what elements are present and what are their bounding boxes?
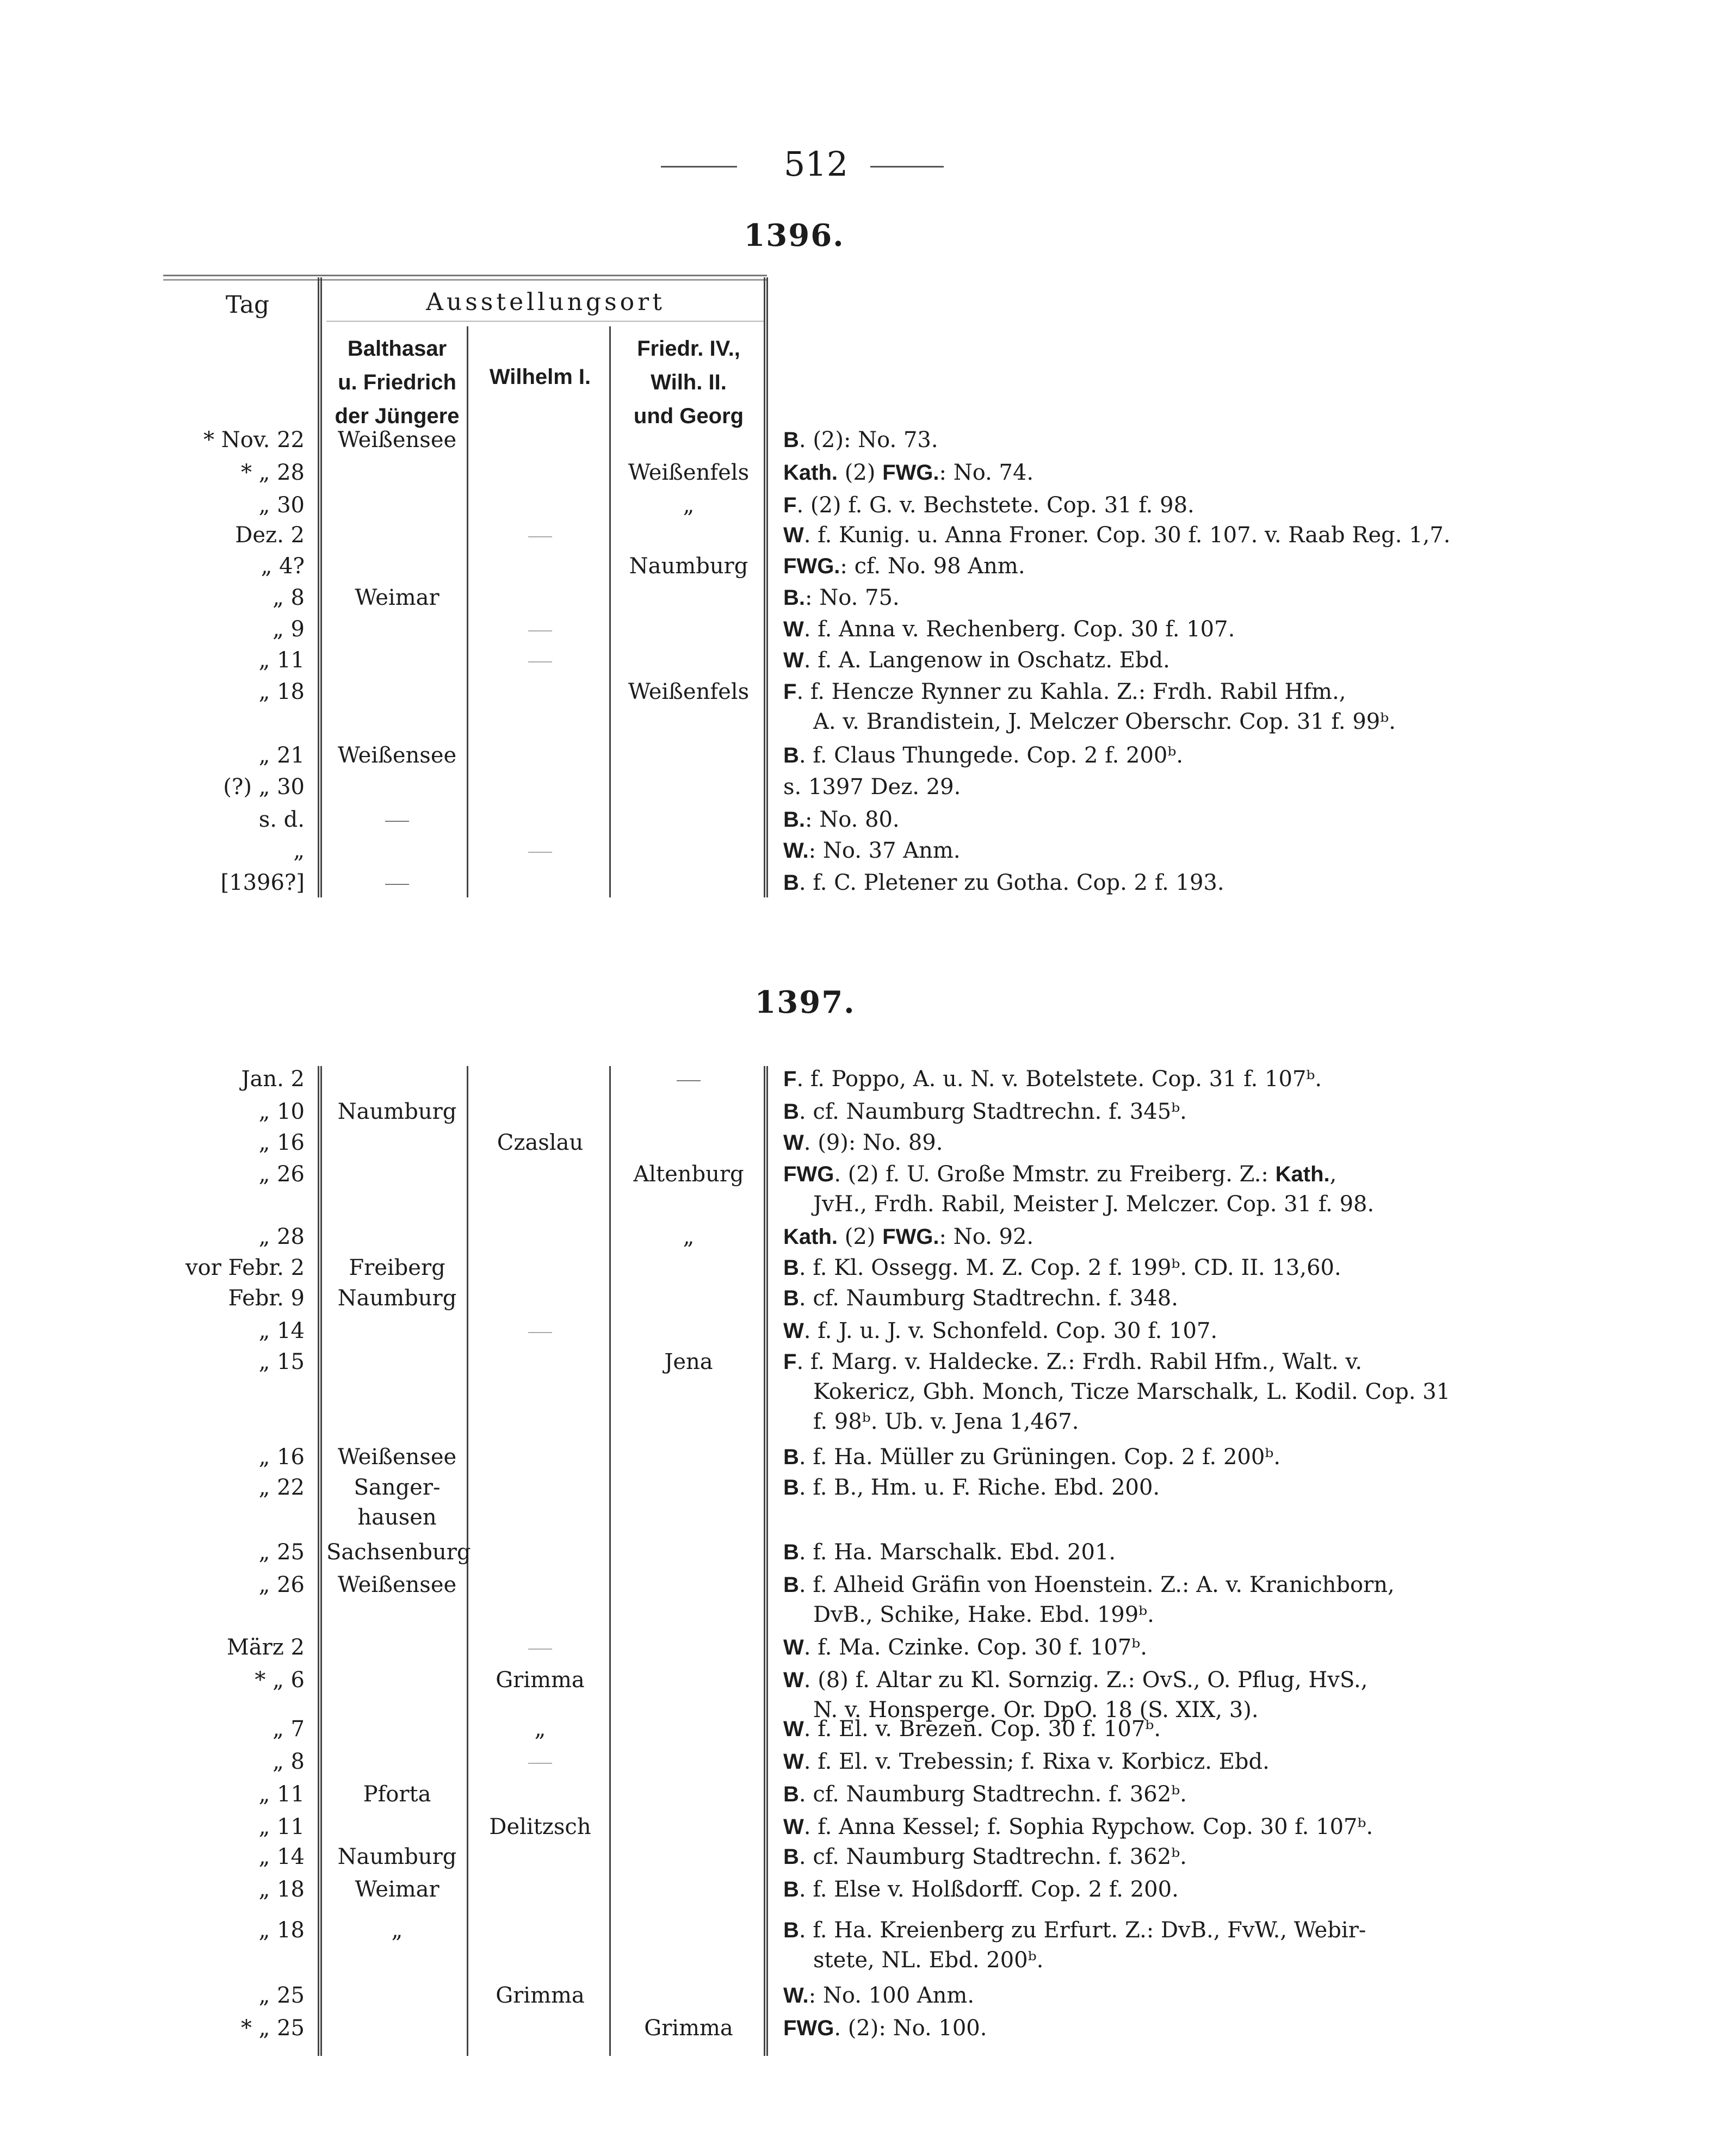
cell-date: „ 8 xyxy=(273,585,305,610)
cell-entry: FWG. (2): No. 100. xyxy=(783,2016,987,2041)
header-col-a-line2: u. Friedrich xyxy=(338,370,456,394)
cell-wilhelm xyxy=(469,519,611,551)
cell-date: „ 11 xyxy=(258,1814,305,1839)
cell-date: „ 16 xyxy=(258,1130,305,1155)
em-dash xyxy=(528,1332,552,1333)
cell-date: vor Febr. 2 xyxy=(185,1255,305,1280)
em-dash xyxy=(528,630,552,631)
cell-balthasar-friedrich: Weißensee xyxy=(337,1445,457,1470)
em-dash xyxy=(528,852,552,853)
cell-entry: W. f. J. u. J. v. Schonfeld. Cop. 30 f. 107. xyxy=(783,1318,1218,1343)
cell-date: „ 18 xyxy=(258,1877,305,1902)
cell-entry: B.: No. 75. xyxy=(783,585,900,610)
rule-v-c xyxy=(764,277,768,897)
cell-date: * Nov. 22 xyxy=(203,428,305,453)
cell-entry: F. f. Hencze Rynner zu Kahla. Z.: Frdh. Rabil Hfm., xyxy=(783,679,1346,704)
cell-date: „ 21 xyxy=(258,743,305,768)
cell-entry: Kath. (2) FWG.: No. 74. xyxy=(783,460,1034,485)
header-col-a-line1: Balthasar xyxy=(347,337,447,361)
issuer-abbrev: B xyxy=(783,1782,799,1806)
issuer-abbrev: W xyxy=(783,1635,804,1659)
cell-balthasar-friedrich: Pforta xyxy=(363,1782,431,1807)
cell-entry: F. f. Marg. v. Haldecke. Z.: Frdh. Rabil Hfm., Walt. v. xyxy=(783,1349,1363,1374)
cell-date: „ 16 xyxy=(258,1445,305,1470)
cell-balthasar-friedrich xyxy=(326,867,468,899)
rule2-v-b xyxy=(609,1066,611,2056)
issuer-abbrev: W xyxy=(783,617,804,641)
em-dash xyxy=(677,1080,701,1081)
cell-date: Jan. 2 xyxy=(241,1067,305,1092)
cell-date: „ 25 xyxy=(258,1540,305,1565)
issuer-abbrev: Kath. xyxy=(783,461,838,485)
cell-entry: W.: No. 100 Anm. xyxy=(783,1983,975,2008)
cell-entry-continuation: f. 98ᵇ. Ub. v. Jena 1,467. xyxy=(813,1409,1079,1434)
rule2-v-c xyxy=(764,1066,768,2056)
cell-balthasar-friedrich: Naumburg xyxy=(337,1099,457,1124)
table-top-rule xyxy=(163,275,767,276)
em-dash xyxy=(528,536,552,537)
cell-entry: B. f. C. Pletener zu Gotha. Cop. 2 f. 193. xyxy=(783,870,1224,895)
cell-wilhelm xyxy=(469,614,611,645)
cell-entry: W. f. Anna Kessel; f. Sophia Rypchow. Cop. 30 f. 107ᵇ. xyxy=(783,1814,1373,1839)
cell-date: „ xyxy=(293,838,305,863)
header-col-c-line3: und Georg xyxy=(633,404,744,428)
header-col-c-line1: Friedr. IV., xyxy=(637,337,740,361)
cell-date: s. d. xyxy=(258,807,305,832)
cell-date: „ 11 xyxy=(258,648,305,673)
issuer-abbrev: B. xyxy=(783,808,805,832)
issuer-abbrev: W xyxy=(783,1815,804,1839)
cell-date: Febr. 9 xyxy=(228,1286,305,1311)
cell-entry-continuation: N. v. Honsperge. Or. DpO. 18 (S. XIX, 3). xyxy=(813,1697,1259,1723)
issuer-abbrev: FWG xyxy=(783,2016,834,2040)
cell-friedrich-wilhelm-georg xyxy=(612,1063,765,1095)
cell-friedrich-wilhelm-georg: Naumburg xyxy=(629,554,748,579)
cell-date: „ 11 xyxy=(258,1782,305,1807)
cell-entry: W. f. A. Langenow in Oschatz. Ebd. xyxy=(783,648,1170,673)
cell-wilhelm: Czaslau xyxy=(497,1130,584,1155)
year-heading-1397: 1397. xyxy=(754,984,856,1020)
cell-wilhelm xyxy=(469,1315,611,1347)
cell-friedrich-wilhelm-georg: Grimma xyxy=(644,2016,733,2041)
cell-entry: B. cf. Naumburg Stadtrechn. f. 345ᵇ. xyxy=(783,1099,1187,1124)
cell-entry-continuation: A. v. Brandistein, J. Melczer Oberschr. Cop. 31 f. 99ᵇ. xyxy=(813,709,1396,734)
issuer-abbrev: B xyxy=(783,428,799,452)
issuer-abbrev: B xyxy=(783,1476,799,1500)
header-tag: Tag xyxy=(225,291,270,319)
cell-entry: W. f. Kunig. u. Anna Froner. Cop. 30 f. 107. v. Raab Reg. 1,7. xyxy=(783,523,1451,548)
header-col-a xyxy=(326,332,468,433)
cell-date: * „ 28 xyxy=(240,460,305,485)
em-dash xyxy=(385,821,409,822)
issuer-abbrev: FWG. xyxy=(783,554,840,578)
issuer-abbrev: F xyxy=(783,493,797,517)
issuer-abbrev: W. xyxy=(783,839,809,863)
cell-balthasar-friedrich: Freiberg xyxy=(349,1255,445,1280)
header-col-a-line3: der Jüngere xyxy=(335,404,460,428)
cell-date: „ 18 xyxy=(258,1918,305,1943)
cell-date: „ 10 xyxy=(258,1099,305,1124)
cell-balthasar-friedrich-cont: hausen xyxy=(357,1505,437,1530)
table-top-rule-2 xyxy=(163,279,767,281)
issuer-abbrev: W xyxy=(783,1750,804,1774)
cell-entry-continuation: stete, NL. Ebd. 200ᵇ. xyxy=(813,1948,1044,1973)
cell-date: „ 18 xyxy=(258,679,305,704)
cell-wilhelm xyxy=(469,835,611,866)
issuer-abbrev: W xyxy=(783,1319,804,1343)
cell-date: Dez. 2 xyxy=(235,523,305,548)
header-col-c xyxy=(612,332,765,433)
cell-entry-continuation: DvB., Schike, Hake. Ebd. 199ᵇ. xyxy=(813,1602,1154,1627)
issuer-abbrev: B xyxy=(783,1256,799,1280)
issuer-abbrev: B xyxy=(783,871,799,895)
issuer-abbrev: B xyxy=(783,1286,799,1310)
cell-date: „ 14 xyxy=(258,1844,305,1869)
issuer-abbrev: W xyxy=(783,1717,804,1741)
cell-date: (?) „ 30 xyxy=(223,775,305,800)
cell-entry: W. (9): No. 89. xyxy=(783,1130,943,1155)
issuer-abbrev: B. xyxy=(783,586,805,610)
issuer-abbrev: FWG. xyxy=(882,1225,939,1249)
issuer-abbrev: W. xyxy=(783,1984,809,2008)
issuer-abbrev: Kath. xyxy=(1275,1162,1330,1186)
cell-date: „ 7 xyxy=(273,1717,305,1742)
cell-balthasar-friedrich: Sanger- xyxy=(354,1475,441,1500)
cell-date: „ 28 xyxy=(258,1224,305,1249)
cell-balthasar-friedrich: Weimar xyxy=(355,1877,440,1902)
issuer-abbrev: FWG. xyxy=(882,461,939,485)
cell-date: „ 9 xyxy=(273,617,305,642)
cell-balthasar-friedrich xyxy=(326,804,468,835)
issuer-abbrev: B xyxy=(783,1573,799,1597)
cell-entry: F. f. Poppo, A. u. N. v. Botelstete. Cop. 31 f. 107ᵇ. xyxy=(783,1067,1322,1092)
cell-entry: B. f. Kl. Ossegg. M. Z. Cop. 2 f. 199ᵇ. CD. II. 13,60. xyxy=(783,1255,1341,1280)
page-number-dash-right xyxy=(870,166,944,168)
cell-date: „ 14 xyxy=(258,1318,305,1343)
issuer-abbrev: W xyxy=(783,1668,804,1692)
issuer-abbrev: B xyxy=(783,1100,799,1124)
issuer-abbrev: B xyxy=(783,1845,799,1869)
cell-entry: W. f. Anna v. Rechenberg. Cop. 30 f. 107. xyxy=(783,617,1235,642)
cell-wilhelm: „ xyxy=(534,1717,546,1742)
cell-date: „ 26 xyxy=(258,1572,305,1597)
cell-entry: B. cf. Naumburg Stadtrechn. f. 362ᵇ. xyxy=(783,1782,1187,1807)
issuer-abbrev: B xyxy=(783,744,799,767)
cell-balthasar-friedrich: Naumburg xyxy=(337,1844,457,1869)
page-number: 512 xyxy=(783,144,849,184)
cell-entry: F. (2) f. G. v. Bechstete. Cop. 31 f. 98. xyxy=(783,493,1194,518)
cell-date: „ 4? xyxy=(261,554,305,579)
issuer-abbrev: F xyxy=(783,1067,797,1091)
em-dash xyxy=(528,661,552,662)
issuer-abbrev: W xyxy=(783,1131,804,1155)
issuer-abbrev: B xyxy=(783,1540,799,1564)
cell-balthasar-friedrich: Weißensee xyxy=(337,428,457,453)
cell-balthasar-friedrich: Weißensee xyxy=(337,743,457,768)
cell-entry: W. f. El. v. Trebessin; f. Rixa v. Korbicz. Ebd. xyxy=(783,1749,1270,1774)
cell-date: „ 25 xyxy=(258,1983,305,2008)
cell-wilhelm: Delitzsch xyxy=(489,1814,591,1839)
header-ausstellungsort: Ausstellungsort xyxy=(426,288,665,316)
cell-entry: B. f. Ha. Marschalk. Ebd. 201. xyxy=(783,1540,1116,1565)
issuer-abbrev: F xyxy=(783,680,797,704)
cell-entry: Kath. (2) FWG.: No. 92. xyxy=(783,1224,1034,1249)
cell-entry: B.: No. 80. xyxy=(783,807,900,832)
issuer-abbrev: FWG xyxy=(783,1162,834,1186)
cell-friedrich-wilhelm-georg: „ xyxy=(683,1224,695,1249)
cell-entry: W. (8) f. Altar zu Kl. Sornzig. Z.: OvS., O. Pflug, HvS., xyxy=(783,1668,1368,1693)
issuer-abbrev: B xyxy=(783,1878,799,1901)
em-dash xyxy=(528,1763,552,1764)
cell-friedrich-wilhelm-georg: Weißenfels xyxy=(628,460,750,485)
page-number-dash-left xyxy=(661,166,737,168)
cell-friedrich-wilhelm-georg: Altenburg xyxy=(633,1162,744,1187)
cell-entry: B. f. Else v. Holßdorff. Cop. 2 f. 200. xyxy=(783,1877,1179,1902)
cell-entry: W. f. El. v. Brezen. Cop. 30 f. 107ᵇ. xyxy=(783,1717,1161,1742)
cell-date: * „ 6 xyxy=(255,1668,305,1693)
issuer-abbrev: W xyxy=(783,523,804,547)
cell-entry: W.: No. 37 Anm. xyxy=(783,838,961,863)
issuer-abbrev: F xyxy=(783,1350,797,1374)
cell-wilhelm: Grimma xyxy=(496,1668,585,1693)
cell-friedrich-wilhelm-georg: Jena xyxy=(664,1349,713,1374)
cell-wilhelm xyxy=(469,645,611,676)
cell-entry: B. f. Alheid Gräfin von Hoenstein. Z.: A. v. Kranichborn, xyxy=(783,1572,1395,1597)
cell-wilhelm xyxy=(469,1632,611,1663)
cell-date: „ 8 xyxy=(273,1749,305,1774)
cell-entry: B. cf. Naumburg Stadtrechn. f. 362ᵇ. xyxy=(783,1844,1187,1869)
cell-entry: B. f. Ha. Kreienberg zu Erfurt. Z.: DvB., FvW., Webir- xyxy=(783,1918,1366,1943)
cell-date: „ 30 xyxy=(258,493,305,518)
cell-friedrich-wilhelm-georg: Weißenfels xyxy=(628,679,750,704)
cell-balthasar-friedrich: „ xyxy=(391,1918,403,1943)
header-col-b: Wilhelm I. xyxy=(489,365,591,389)
year-heading-1396: 1396. xyxy=(744,218,845,253)
cell-entry-continuation: Kokericz, Gbh. Monch, Ticze Marschalk, L. Kodil. Cop. 31 xyxy=(813,1379,1451,1404)
cell-entry-continuation: JvH., Frdh. Rabil, Meister J. Melczer. Cop. 31 f. 98. xyxy=(813,1192,1375,1217)
cell-entry: B. f. Claus Thungede. Cop. 2 f. 200ᵇ. xyxy=(783,743,1184,768)
issuer-abbrev: Kath. xyxy=(783,1225,838,1249)
cell-entry: s. 1397 Dez. 29. xyxy=(783,775,961,800)
cell-wilhelm: Grimma xyxy=(496,1983,585,2008)
issuer-abbrev: W xyxy=(783,648,804,672)
em-dash xyxy=(385,884,409,885)
rule2-v-date xyxy=(318,1066,322,2056)
cell-date: [1396?] xyxy=(220,870,305,895)
header-col-c-line2: Wilh. II. xyxy=(651,370,727,394)
cell-entry: B. f. B., Hm. u. F. Riche. Ebd. 200. xyxy=(783,1475,1160,1500)
cell-date: „ 26 xyxy=(258,1162,305,1187)
cell-date: * „ 25 xyxy=(240,2016,305,2041)
cell-date: „ 15 xyxy=(258,1349,305,1374)
cell-entry: B. cf. Naumburg Stadtrechn. f. 348. xyxy=(783,1286,1178,1311)
cell-entry: FWG. (2) f. U. Große Mmstr. zu Freiberg. Z.: Kath., xyxy=(783,1162,1337,1187)
cell-balthasar-friedrich: Sachsenburg xyxy=(326,1540,471,1565)
rule-v-date xyxy=(318,277,322,897)
cell-friedrich-wilhelm-georg: „ xyxy=(683,493,695,518)
cell-entry: W. f. Ma. Czinke. Cop. 30 f. 107ᵇ. xyxy=(783,1635,1148,1660)
cell-balthasar-friedrich: Weimar xyxy=(355,585,440,610)
cell-wilhelm xyxy=(469,1746,611,1777)
em-dash xyxy=(528,1649,552,1650)
cell-date: „ 22 xyxy=(258,1475,305,1500)
cell-entry: B. f. Ha. Müller zu Grüningen. Cop. 2 f. 200ᵇ. xyxy=(783,1445,1281,1470)
rule-v-b xyxy=(609,326,611,897)
cell-balthasar-friedrich: Naumburg xyxy=(337,1286,457,1311)
cell-entry: FWG.: cf. No. 98 Anm. xyxy=(783,554,1025,579)
cell-entry: B. (2): No. 73. xyxy=(783,428,938,453)
cell-date: März 2 xyxy=(226,1635,305,1660)
cell-balthasar-friedrich: Weißensee xyxy=(337,1572,457,1597)
issuer-abbrev: B xyxy=(783,1918,799,1942)
issuer-abbrev: B xyxy=(783,1445,799,1469)
